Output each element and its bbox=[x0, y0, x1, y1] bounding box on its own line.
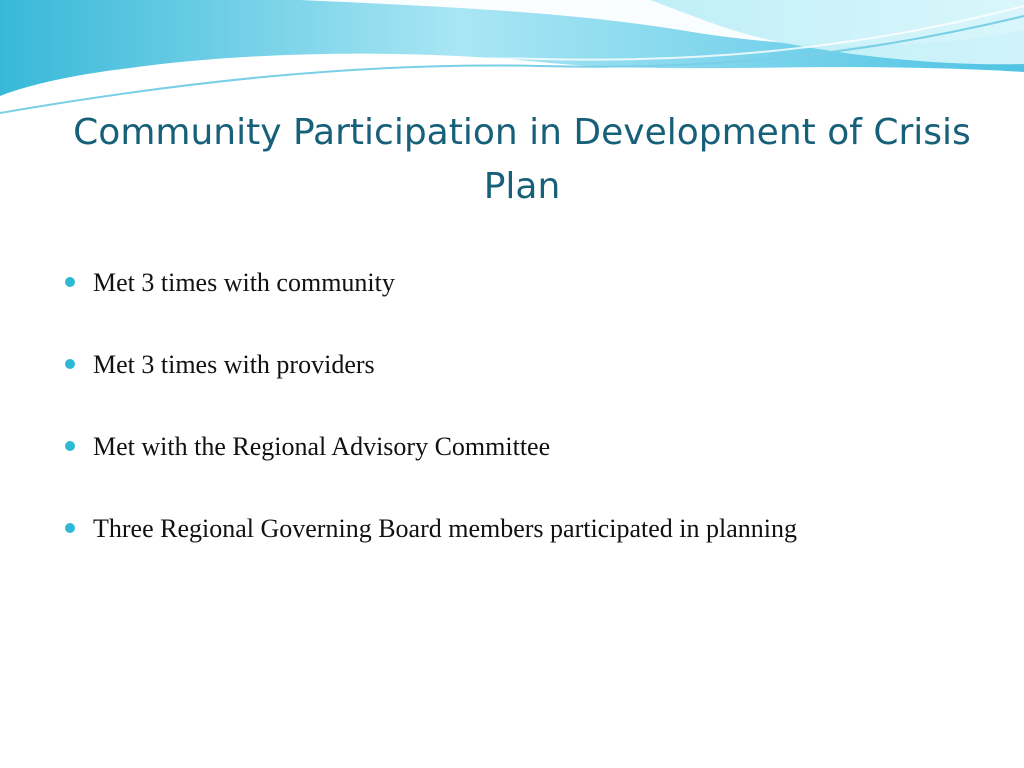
bullet-text: Met 3 times with providers bbox=[93, 350, 375, 379]
round-bullet-icon bbox=[65, 441, 75, 451]
round-bullet-icon bbox=[65, 523, 75, 533]
bullet-text: Three Regional Governing Board members participated in planning bbox=[93, 514, 797, 543]
round-bullet-icon bbox=[65, 277, 75, 287]
bullet-list bbox=[64, 264, 984, 592]
bullet-text: Met 3 times with community bbox=[93, 268, 395, 297]
bullet-item bbox=[64, 428, 984, 510]
bullet-item bbox=[64, 264, 984, 346]
bullet-item bbox=[64, 346, 984, 428]
round-bullet-icon bbox=[65, 359, 75, 369]
slide-title: Community Participation in Development of Crisis Plan bbox=[73, 112, 971, 207]
bullet-item bbox=[64, 510, 984, 592]
bullet-text: Met with the Regional Advisory Committee bbox=[93, 432, 551, 461]
